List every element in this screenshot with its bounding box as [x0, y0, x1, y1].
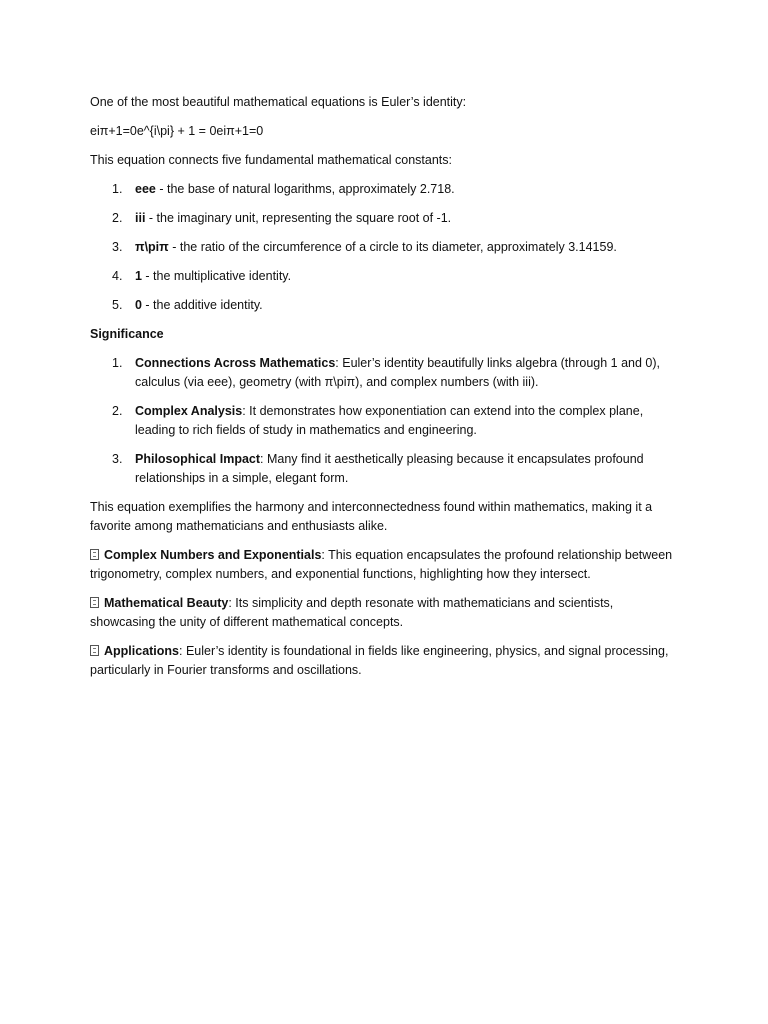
significance-heading: Significance	[90, 327, 164, 341]
list-item	[90, 450, 680, 488]
list-item	[90, 296, 680, 315]
list-desc: : Euler’s identity beautifully links algebra (through 1 and 0), calculus (via eee), geometry (with π\piπ), and complex numbers (with iii).	[135, 356, 661, 389]
intro-paragraph: One of the most beautiful mathematical equations is Euler’s identity:	[90, 95, 467, 109]
bullet-desc: : Euler’s identity is foundational in fields like engineering, physics, and signal processing, particularly in Fourier transforms and oscillations.	[90, 644, 669, 677]
list-term: 1	[135, 269, 142, 283]
constants-intro: This equation connects five fundamental mathematical constants:	[90, 153, 453, 167]
list-number: 5.	[112, 298, 123, 312]
list-number: 2.	[112, 404, 123, 418]
bullet-term: Applications	[104, 644, 180, 658]
list-desc: - the imaginary unit, representing the square root of -1.	[145, 211, 452, 225]
constants-list	[90, 180, 680, 315]
bullet-term: Mathematical Beauty	[104, 596, 229, 610]
list-number: 1.	[112, 356, 123, 370]
missing-glyph-icon	[90, 597, 99, 608]
significance-list	[90, 354, 680, 488]
list-term: 0	[135, 298, 142, 312]
list-term: eee	[135, 182, 156, 196]
equation-line: eiπ+1=0e^{i\pi} + 1 = 0eiπ+1=0	[90, 124, 264, 138]
list-item	[90, 354, 680, 392]
list-term: Complex Analysis	[135, 404, 243, 418]
bullet-term: Complex Numbers and Exponentials	[104, 548, 322, 562]
list-item	[90, 238, 680, 257]
bullet-desc: : Its simplicity and depth resonate with mathematicians and scientists, showcasing the unity of different mathematical concepts.	[90, 596, 614, 629]
document-page	[90, 93, 680, 690]
missing-glyph-icon	[90, 645, 99, 656]
bullet-paragraph	[90, 546, 680, 584]
summary-paragraph: This equation exemplifies the harmony and interconnectedness found within mathematics, making it a favorite among mathematicians and enthusiasts alike.	[90, 500, 653, 533]
list-term: Connections Across Mathematics	[135, 356, 336, 370]
bullet-paragraph	[90, 642, 680, 680]
list-item	[90, 209, 680, 228]
list-term: π\piπ	[135, 240, 169, 254]
list-item	[90, 402, 680, 440]
list-desc: : It demonstrates how exponentiation can extend into the complex plane, leading to rich fields of study in mathematics and engineering.	[135, 404, 644, 437]
bullet-paragraph	[90, 594, 680, 632]
list-term: iii	[135, 211, 146, 225]
list-desc: - the ratio of the circumference of a circle to its diameter, approximately 3.14159.	[168, 240, 617, 254]
list-number: 1.	[112, 182, 123, 196]
list-desc: : Many find it aesthetically pleasing because it encapsulates profound relationships in a simple, elegant form.	[135, 452, 644, 485]
list-number: 4.	[112, 269, 123, 283]
list-desc: - the additive identity.	[141, 298, 263, 312]
list-number: 3.	[112, 452, 123, 466]
list-term: Philosophical Impact	[135, 452, 261, 466]
missing-glyph-icon	[90, 549, 99, 560]
list-number: 2.	[112, 211, 123, 225]
list-desc: - the base of natural logarithms, approximately 2.718.	[155, 182, 455, 196]
list-number: 3.	[112, 240, 123, 254]
list-desc: - the multiplicative identity.	[141, 269, 292, 283]
list-item	[90, 180, 680, 199]
list-item	[90, 267, 680, 286]
bullet-desc: : This equation encapsulates the profound relationship between trigonometry, complex numbers, and exponential functions, highlighting how they intersect.	[90, 548, 673, 581]
